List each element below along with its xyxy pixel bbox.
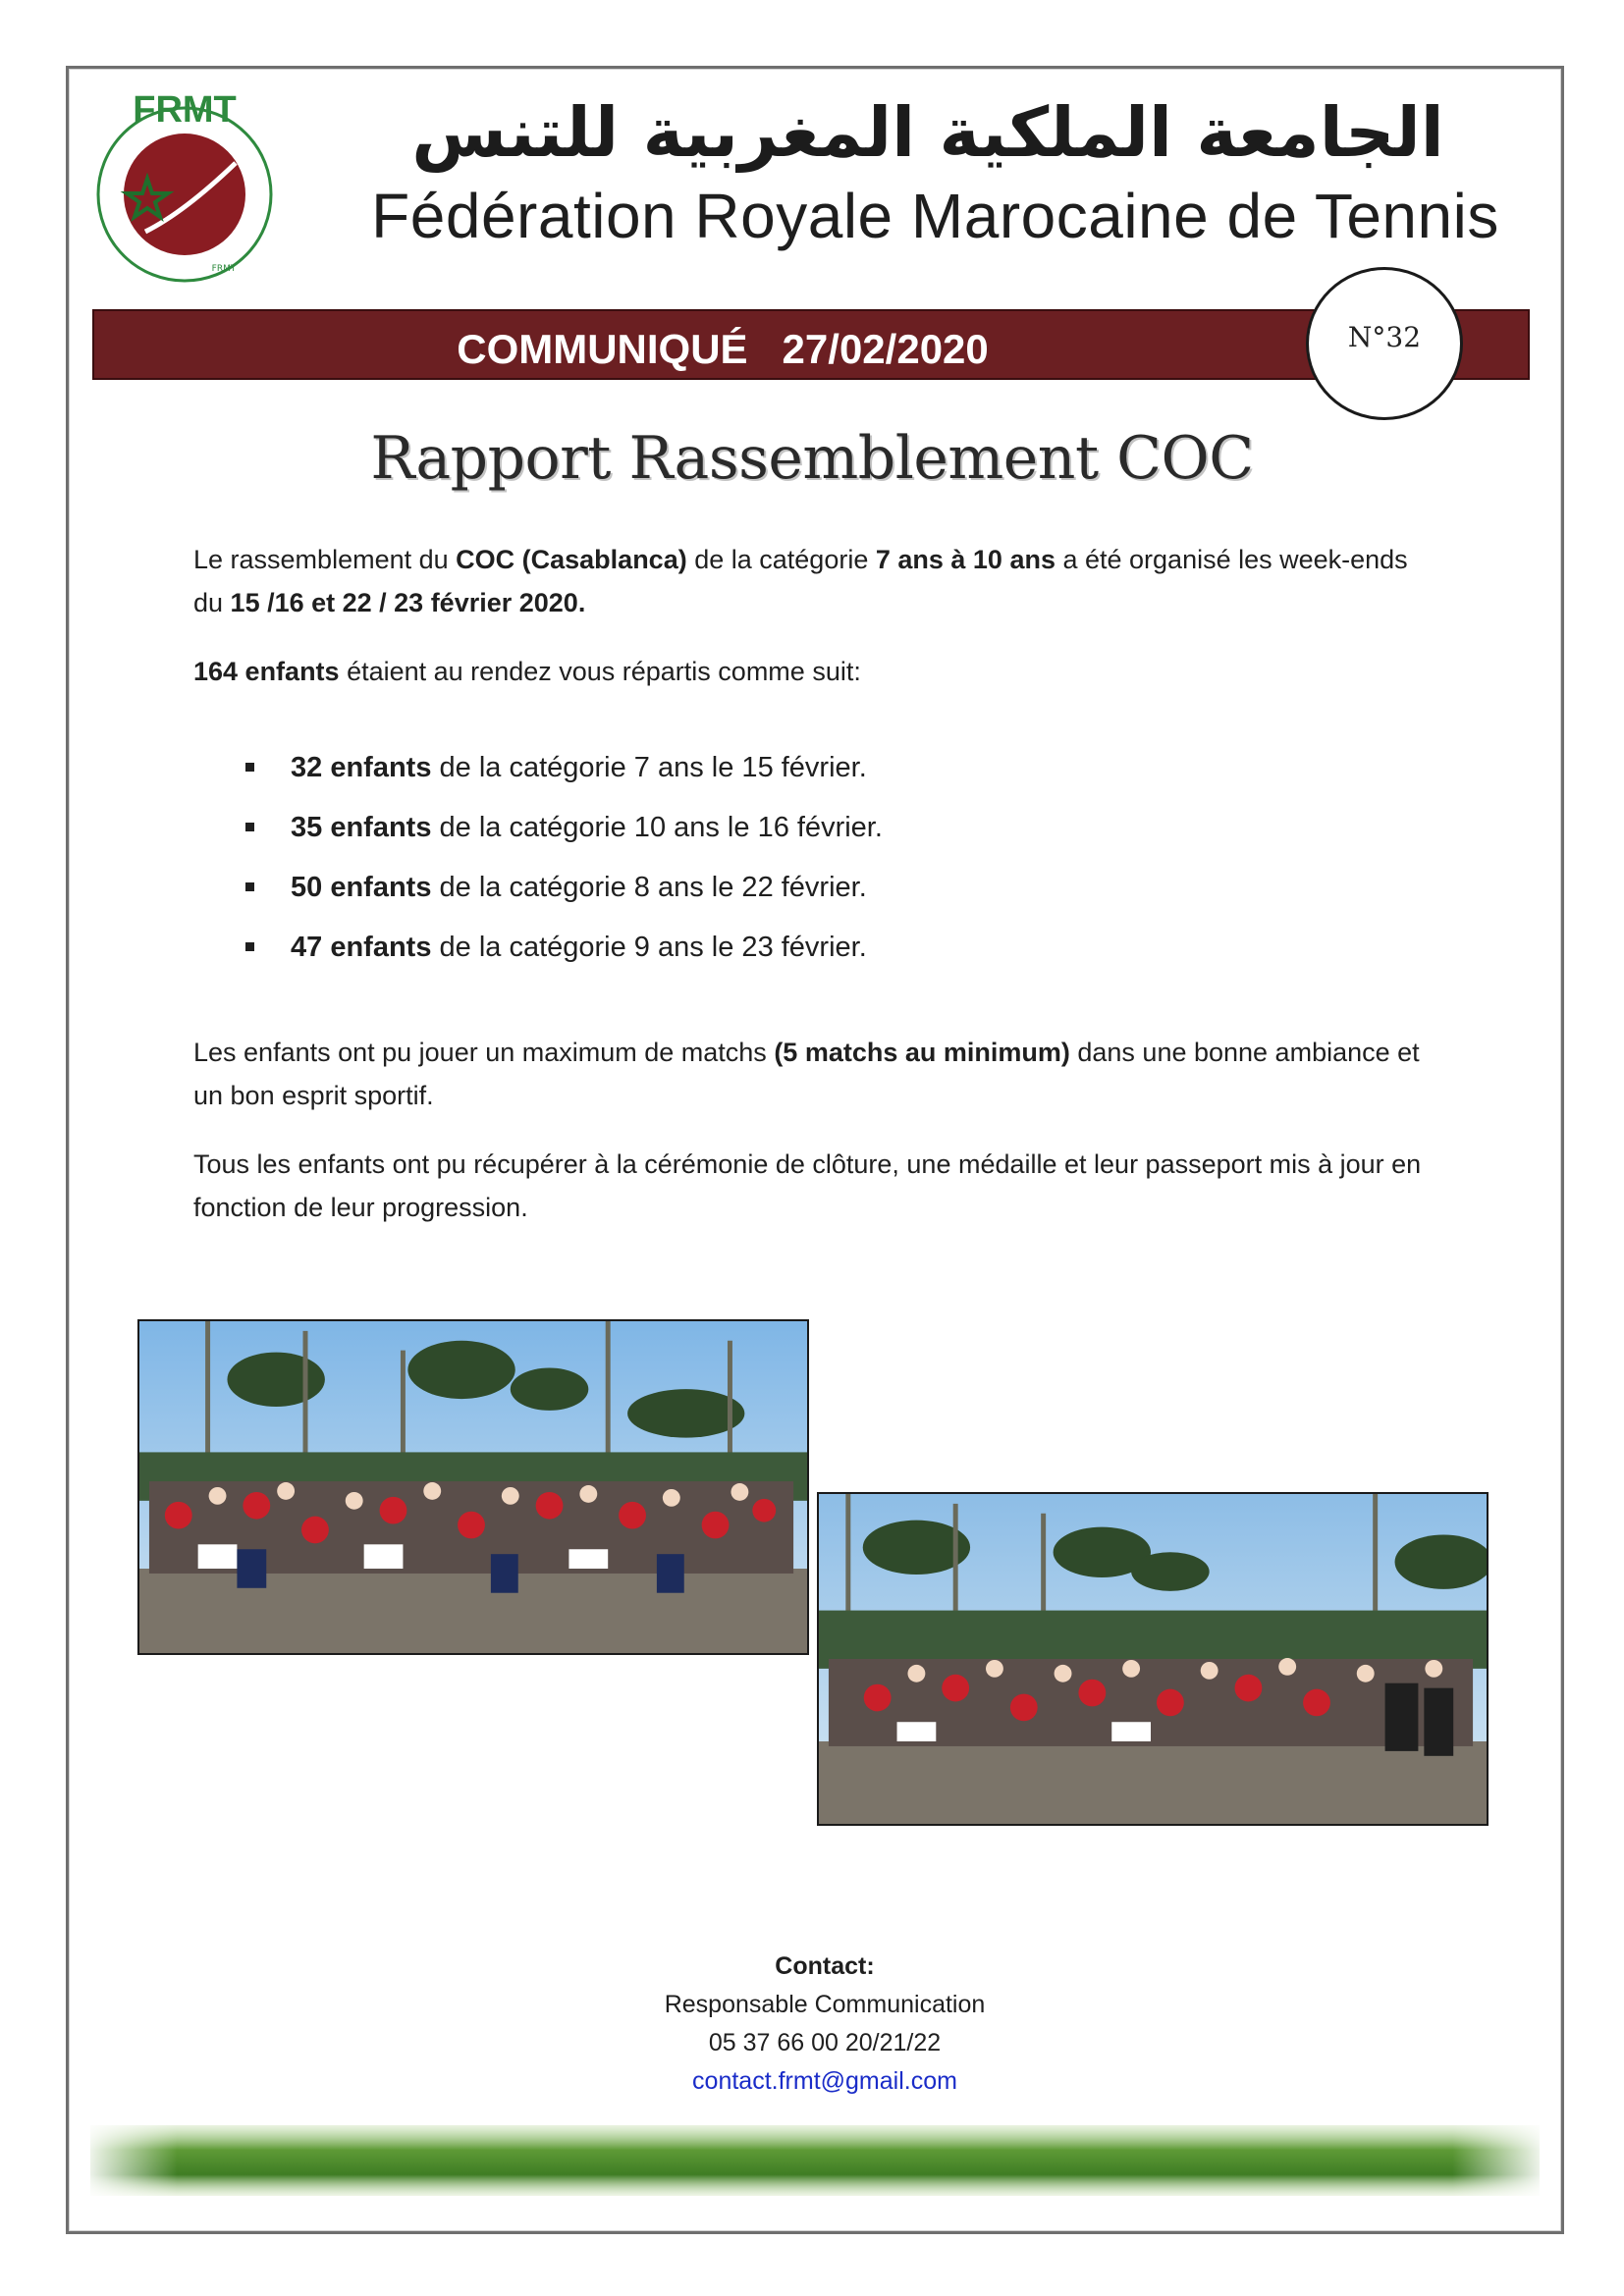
issue-number-badge	[1306, 267, 1463, 420]
frmt-logo	[86, 84, 283, 286]
bullet-icon	[245, 823, 254, 831]
bullet-icon	[245, 942, 254, 951]
list-item: 35 enfants de la catégorie 10 ans le 16 février.	[245, 806, 1326, 866]
group-photo-2	[817, 1492, 1489, 1826]
svg-text:FRMT: FRMT	[133, 89, 237, 131]
brand-name-french: Fédération Royale Marocaine de Tennis	[371, 181, 1499, 251]
paragraph-intro: Le rassemblement du COC (Casablanca) de la catégorie 7 ans à 10 ans a été organisé les week-ends du 15 /16 et 22 / 23 février 2020.	[193, 545, 1408, 617]
document-title: Rapport Rassemblement COC	[370, 424, 1254, 493]
category-list	[245, 746, 1326, 986]
paragraph-ceremony: Tous les enfants ont pu récupérer à la cérémonie de clôture, une médaille et leur passeport mis à jour en fonction de leur progression.	[193, 1149, 1422, 1222]
brand-name-arabic: الجامعة الملكية المغربية للتنس	[411, 92, 1444, 173]
bullet-icon	[245, 763, 254, 772]
contact-label: Contact:	[775, 1952, 875, 1980]
communique-date: COMMUNIQUÉ 27/02/2020	[457, 326, 989, 372]
list-item: 32 enfants de la catégorie 7 ans le 15 février.	[245, 746, 1326, 806]
list-item: 50 enfants de la catégorie 8 ans le 22 février.	[245, 866, 1326, 926]
paragraph-matches: Les enfants ont pu jouer un maximum de matchs (5 matchs au minimum) dans une bonne ambiance et un bon esprit sportif.	[193, 1038, 1420, 1110]
contact-phone: 05 37 66 00 20/21/22	[708, 2029, 942, 2056]
issue-number: N°32	[1347, 321, 1422, 353]
paragraph-total: 164 enfants étaient au rendez vous répartis comme suit:	[193, 657, 861, 686]
list-item: 47 enfants de la catégorie 9 ans le 23 février.	[245, 926, 1326, 986]
group-photo-1	[137, 1319, 809, 1655]
svg-text:FRMT: FRMT	[211, 264, 237, 274]
bullet-icon	[245, 882, 254, 891]
contact-email-link[interactable]: contact.frmt@gmail.com	[692, 2067, 957, 2095]
contact-role: Responsable Communication	[664, 1991, 986, 2018]
grass-footer-decoration	[90, 2125, 1540, 2196]
